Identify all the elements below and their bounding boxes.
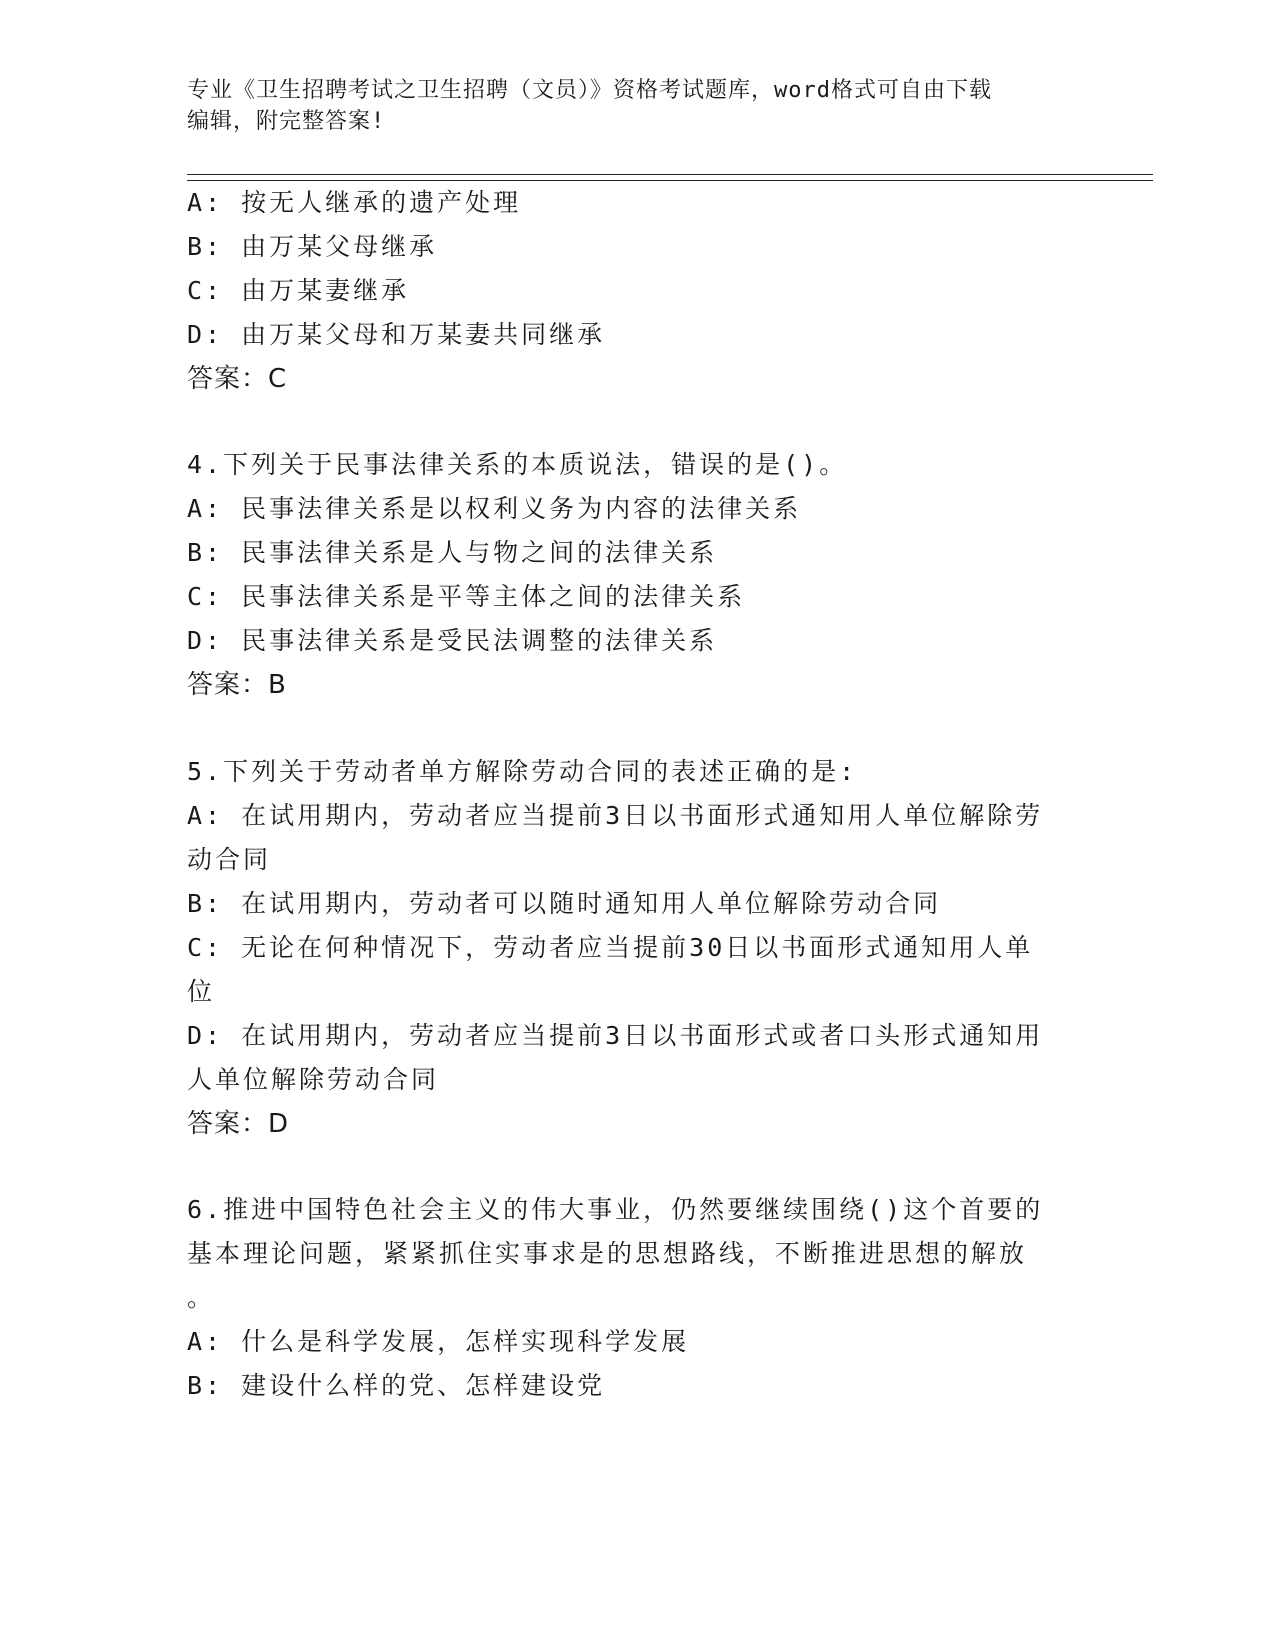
q3-option-a: A: 按无人继承的遗产处理 xyxy=(187,188,522,217)
q4-option-c: C: 民事法律关系是平等主体之间的法律关系 xyxy=(187,582,746,611)
q6-option-a: A: 什么是科学发展，怎样实现科学发展 xyxy=(187,1327,690,1356)
q3-option-b: B: 由万某父母继承 xyxy=(187,232,438,261)
q5-option-d-line-2: 人单位解除劳动合同 xyxy=(187,1065,440,1094)
q5-question: 5.下列关于劳动者单方解除劳动合同的表述正确的是: xyxy=(187,757,858,786)
document-header xyxy=(187,75,1087,137)
q3-option-c: C: 由万某妻继承 xyxy=(187,276,410,305)
q5-option-a-line-2: 动合同 xyxy=(187,845,272,874)
q5-option-a-line-1: A: 在试用期内，劳动者应当提前3日以书面形式通知用人单位解除劳 xyxy=(187,801,1044,830)
q4-option-a: A: 民事法律关系是以权利义务为内容的法律关系 xyxy=(187,494,802,523)
q5-option-c-line-1: C: 无论在何种情况下，劳动者应当提前30日以书面形式通知用人单 xyxy=(187,933,1034,962)
q6-question-line-3: 。 xyxy=(187,1283,216,1312)
q5-option-d-line-1: D: 在试用期内，劳动者应当提前3日以书面形式或者口头形式通知用 xyxy=(187,1021,1044,1050)
q5-answer: 答案：D xyxy=(187,1109,290,1139)
q6-question-line-1: 6.推进中国特色社会主义的伟大事业，仍然要继续围绕()这个首要的 xyxy=(187,1195,1044,1224)
q4-question: 4.下列关于民事法律关系的本质说法，错误的是()。 xyxy=(187,450,848,479)
q6-question-line-2: 基本理论问题，紧紧抓住实事求是的思想路线，不断推进思想的解放 xyxy=(187,1239,1028,1268)
q5-option-b: B: 在试用期内，劳动者可以随时通知用人单位解除劳动合同 xyxy=(187,889,942,918)
q4-option-b: B: 民事法律关系是人与物之间的法律关系 xyxy=(187,538,718,567)
header-line-1: 专业《卫生招聘考试之卫生招聘（文员）》资格考试题库，word格式可自由下载 xyxy=(187,78,992,103)
q6-option-b: B: 建设什么样的党、怎样建设党 xyxy=(187,1371,606,1400)
q5-option-c-line-2: 位 xyxy=(187,977,216,1006)
q4-option-d: D: 民事法律关系是受民法调整的法律关系 xyxy=(187,626,718,655)
q3-answer: 答案：C xyxy=(187,364,288,394)
header-line-2: 编辑，附完整答案! xyxy=(187,109,386,134)
header-divider-top xyxy=(187,174,1153,175)
q4-answer: 答案：B xyxy=(187,670,287,700)
q3-option-d: D: 由万某父母和万某妻共同继承 xyxy=(187,320,606,349)
